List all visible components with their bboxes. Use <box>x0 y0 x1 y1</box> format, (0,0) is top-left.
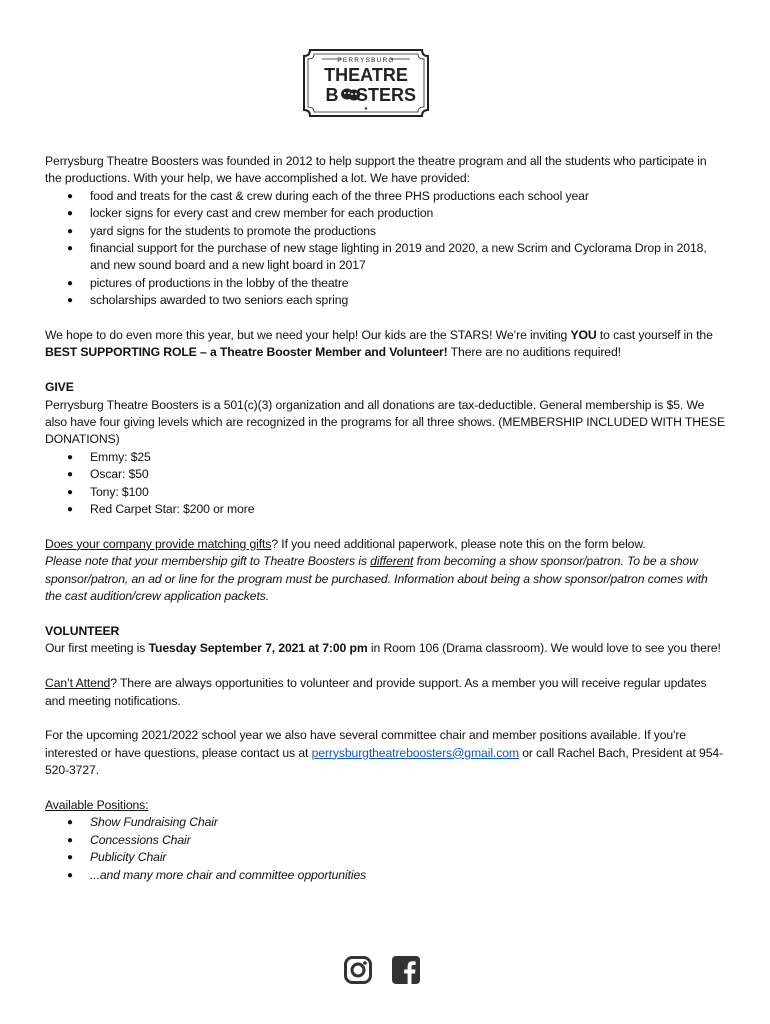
list-item: ● yard signs for the students to promote the productions <box>45 223 725 240</box>
cant-attend-paragraph <box>45 675 725 710</box>
invite-text: We hope to do even more this year, but we need your help! Our kids are the STARS! We’re inviting <box>45 328 571 343</box>
list-item: ● pictures of productions in the lobby of the theatre <box>45 275 725 292</box>
facebook-icon[interactable] <box>392 956 420 984</box>
email-link[interactable]: perrysburgtheatreboosters@gmail.com <box>311 745 519 760</box>
list-item: ● Concessions Chair <box>45 832 725 849</box>
list-item: ● Emmy: $25 <box>45 449 725 466</box>
logo-line-2-end: STERS <box>355 85 417 105</box>
logo-line-2-start: B <box>325 85 339 105</box>
list-item: ● Red Carpet Star: $200 or more <box>45 501 725 518</box>
give-paragraph: Perrysburg Theatre Boosters is a 501(c)(3) organization and all donations are tax-deductible. General membership is $5. We also have four giving levels which are recognized in the programs for all three shows. (MEMBERSHIP INCLUDED WITH THESE DONATIONS) <box>45 397 725 447</box>
cant-attend-label: Can’t Attend <box>45 676 111 691</box>
contact-text: or call Rachel Bach, President at 954-520-3727. <box>45 745 724 778</box>
volunteer-paragraph <box>45 640 725 657</box>
cant-attend-text: ? There are always opportunities to volunteer and provide support. As a member you will receive regular updates and meeting notifications. <box>45 676 707 708</box>
provided-list <box>45 188 725 310</box>
star-icon: ★ <box>363 106 369 112</box>
matching-note: Please note that your membership gift to Theatre Boosters is <box>45 554 371 569</box>
logo-line-1: THEATRE <box>324 65 408 85</box>
volunteer-heading: VOLUNTEER <box>45 623 120 638</box>
positions-list <box>45 814 725 884</box>
list-item: ● ...and many more chair and committee opportunities <box>45 867 725 884</box>
contact-text: For the upcoming 2021/2022 school year we also have several committee chair and member positions available. If you're interested or have questions, please contact us at <box>45 728 686 760</box>
social-icons <box>344 956 420 986</box>
logo-badge-icon <box>302 48 430 118</box>
positions-heading: Available Positions: <box>45 797 149 812</box>
invite-you: YOU <box>570 328 597 343</box>
list-item: ● financial support for the purchase of new stage lighting in 2019 and 2020, a new Scrim and Cyclorama Drop in 2018, and new sound board and a new light board in 2017 <box>45 240 725 275</box>
meeting-date: Tuesday September 7, 2021 at 7:00 pm <box>148 641 368 656</box>
invite-paragraph <box>45 327 725 362</box>
list-item: ● Tony: $100 <box>45 484 725 501</box>
list-item: ● scholarships awarded to two seniors each spring <box>45 292 725 309</box>
volunteer-text: Our first meeting is <box>45 641 149 656</box>
matching-gifts-paragraph <box>45 536 725 606</box>
instagram-icon[interactable] <box>344 956 372 984</box>
matching-gifts-question: Does your company provide matching gifts <box>45 536 272 551</box>
invite-text: to cast yourself in the <box>596 328 713 343</box>
intro-paragraph: Perrysburg Theatre Boosters was founded in 2012 to help support the theatre program and all the students who participate in the productions. With your help, we have accomplished a lot. We have provided: <box>45 154 707 186</box>
list-item: ● food and treats for the cast & crew during each of the three PHS productions each school year <box>45 188 725 205</box>
document-body <box>45 153 725 884</box>
give-heading: GIVE <box>45 380 74 395</box>
list-item: ● Show Fundraising Chair <box>45 814 725 831</box>
invite-role: BEST SUPPORTING ROLE – a Theatre Booster Member and Volunteer! <box>45 345 448 360</box>
list-item: ● Publicity Chair <box>45 849 725 866</box>
theatre-boosters-logo <box>302 48 430 118</box>
logo-top-text: PERRYSBURG <box>337 57 395 64</box>
list-item: ● locker signs for every cast and crew member for each production <box>45 205 725 222</box>
volunteer-text: in Room 106 (Drama classroom). We would love to see you there! <box>367 641 721 656</box>
matching-note: from becoming a show sponsor/patron. To be a show sponsor/patron, an ad or line for the program must be purchased. Information about being a show sponsor/patron comes with the cast audition/crew application packets. <box>45 554 708 604</box>
giving-levels-list <box>45 449 725 519</box>
matching-gifts-text: ? If you need additional paperwork, please note this on the form below. <box>271 536 646 551</box>
invite-text: There are no auditions required! <box>447 345 621 360</box>
contact-paragraph <box>45 727 725 779</box>
list-item: ● Oscar: $50 <box>45 466 725 483</box>
matching-note-different: different <box>370 554 414 569</box>
